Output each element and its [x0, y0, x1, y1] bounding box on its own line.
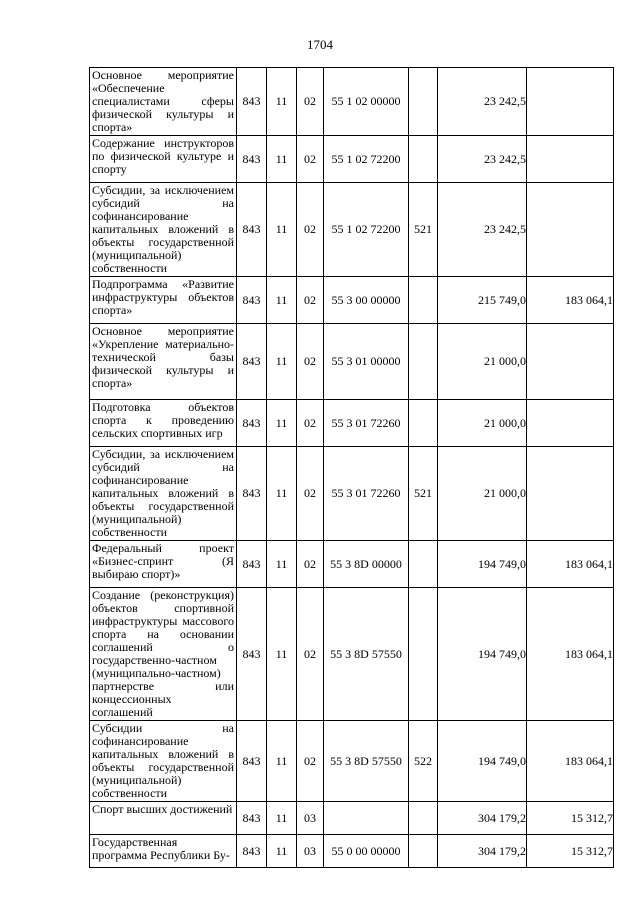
target-article-code: [324, 802, 409, 835]
budget-table: [89, 67, 614, 868]
amount-total: 23 242,5: [438, 136, 527, 183]
amount-total: 194 749,0: [438, 588, 527, 721]
amount-federal: 183 064,1: [527, 541, 614, 588]
amount-total: 21 000,0: [438, 447, 527, 541]
table-row: [90, 400, 614, 447]
page-number: 1704: [307, 37, 333, 52]
row-name: Подготовка объектов спорта к проведению сельских спортивных игр: [90, 400, 237, 447]
ministry-code: 843: [237, 183, 267, 277]
subsection-code: 02: [297, 447, 324, 541]
amount-total: 23 242,5: [438, 183, 527, 277]
table-body: [90, 68, 614, 868]
amount-federal: [527, 136, 614, 183]
target-article-code: 55 0 00 00000: [324, 835, 409, 868]
row-name: Создание (реконструкция) объектов спортивной инфраструктуры массового спорта на основании соглашений о государственно-частном (муниципально-частном) партнерстве или концессионных соглашений: [90, 588, 237, 721]
amount-total: 21 000,0: [438, 400, 527, 447]
expense-type-code: [409, 835, 438, 868]
row-name: Содержание инструкторов по физической культуре и спорту: [90, 136, 237, 183]
expense-type-code: [409, 277, 438, 324]
table-row: [90, 183, 614, 277]
target-article-code: 55 3 01 72260: [324, 400, 409, 447]
table-row: [90, 324, 614, 400]
row-name: Субсидии на софинансирование капитальных вложений в объекты государственной (муниципальной) собственности: [90, 721, 237, 802]
amount-total: 304 179,2: [438, 802, 527, 835]
ministry-code: 843: [237, 802, 267, 835]
subsection-code: 02: [297, 588, 324, 721]
subsection-code: 03: [297, 835, 324, 868]
expense-type-code: 521: [409, 183, 438, 277]
section-code: 11: [267, 277, 297, 324]
amount-federal: [527, 183, 614, 277]
expense-type-code: [409, 68, 438, 136]
section-code: 11: [267, 541, 297, 588]
table-row: [90, 802, 614, 835]
target-article-code: 55 3 00 00000: [324, 277, 409, 324]
subsection-code: 02: [297, 400, 324, 447]
section-code: 11: [267, 68, 297, 136]
row-name: Федеральный проект «Бизнес-спринт (Я выбираю спорт)»: [90, 541, 237, 588]
target-article-code: 55 3 8D 00000: [324, 541, 409, 588]
section-code: 11: [267, 835, 297, 868]
row-name: Государственная программа Республики Бу-: [90, 835, 237, 868]
expense-type-code: [409, 541, 438, 588]
amount-federal: 183 064,1: [527, 588, 614, 721]
ministry-code: 843: [237, 68, 267, 136]
amount-federal: 183 064,1: [527, 277, 614, 324]
row-name: Субсидии, за исключением субсидий на софинансирование капитальных вложений в объекты государственной (муниципальной) собственности: [90, 447, 237, 541]
subsection-code: 02: [297, 721, 324, 802]
expense-type-code: [409, 802, 438, 835]
row-name: Подпрограмма «Развитие инфраструктуры объектов спорта»: [90, 277, 237, 324]
subsection-code: 02: [297, 183, 324, 277]
table-row: [90, 541, 614, 588]
ministry-code: 843: [237, 541, 267, 588]
section-code: 11: [267, 324, 297, 400]
section-code: 11: [267, 588, 297, 721]
table-row: [90, 277, 614, 324]
target-article-code: 55 3 01 72260: [324, 447, 409, 541]
target-article-code: 55 1 02 00000: [324, 68, 409, 136]
amount-total: 194 749,0: [438, 721, 527, 802]
subsection-code: 02: [297, 324, 324, 400]
section-code: 11: [267, 400, 297, 447]
amount-total: 194 749,0: [438, 541, 527, 588]
table-row: [90, 721, 614, 802]
amount-federal: 15 312,7: [527, 835, 614, 868]
section-code: 11: [267, 721, 297, 802]
table-row: [90, 136, 614, 183]
table-row: [90, 588, 614, 721]
subsection-code: 02: [297, 541, 324, 588]
ministry-code: 843: [237, 588, 267, 721]
row-name: Спорт высших достижений: [90, 802, 237, 835]
amount-total: 215 749,0: [438, 277, 527, 324]
amount-federal: [527, 447, 614, 541]
ministry-code: 843: [237, 721, 267, 802]
section-code: 11: [267, 802, 297, 835]
ministry-code: 843: [237, 324, 267, 400]
row-name: Субсидии, за исключением субсидий на софинансирование капитальных вложений в объекты государственной (муниципальной) собственности: [90, 183, 237, 277]
ministry-code: 843: [237, 835, 267, 868]
amount-federal: [527, 68, 614, 136]
subsection-code: 02: [297, 277, 324, 324]
amount-total: 21 000,0: [438, 324, 527, 400]
expense-type-code: 522: [409, 721, 438, 802]
target-article-code: 55 3 01 00000: [324, 324, 409, 400]
expense-type-code: [409, 324, 438, 400]
row-name: Основное мероприятие «Обеспечение специалистами сферы физической культуры и спорта»: [90, 68, 237, 136]
subsection-code: 02: [297, 136, 324, 183]
section-code: 11: [267, 447, 297, 541]
section-code: 11: [267, 183, 297, 277]
amount-federal: [527, 400, 614, 447]
amount-total: 23 242,5: [438, 68, 527, 136]
ministry-code: 843: [237, 447, 267, 541]
target-article-code: 55 3 8D 57550: [324, 721, 409, 802]
target-article-code: 55 1 02 72200: [324, 136, 409, 183]
expense-type-code: 521: [409, 447, 438, 541]
amount-federal: 15 312,7: [527, 802, 614, 835]
amount-federal: [527, 324, 614, 400]
ministry-code: 843: [237, 400, 267, 447]
row-name: Основное мероприятие «Укрепление материально-технической базы физической культуры и спорта»: [90, 324, 237, 400]
ministry-code: 843: [237, 277, 267, 324]
amount-federal: 183 064,1: [527, 721, 614, 802]
subsection-code: 03: [297, 802, 324, 835]
target-article-code: 55 1 02 72200: [324, 183, 409, 277]
target-article-code: 55 3 8D 57550: [324, 588, 409, 721]
subsection-code: 02: [297, 68, 324, 136]
amount-total: 304 179,2: [438, 835, 527, 868]
table-row: [90, 68, 614, 136]
expense-type-code: [409, 400, 438, 447]
expense-type-code: [409, 136, 438, 183]
table-row: [90, 835, 614, 868]
table-row: [90, 447, 614, 541]
expense-type-code: [409, 588, 438, 721]
section-code: 11: [267, 136, 297, 183]
ministry-code: 843: [237, 136, 267, 183]
